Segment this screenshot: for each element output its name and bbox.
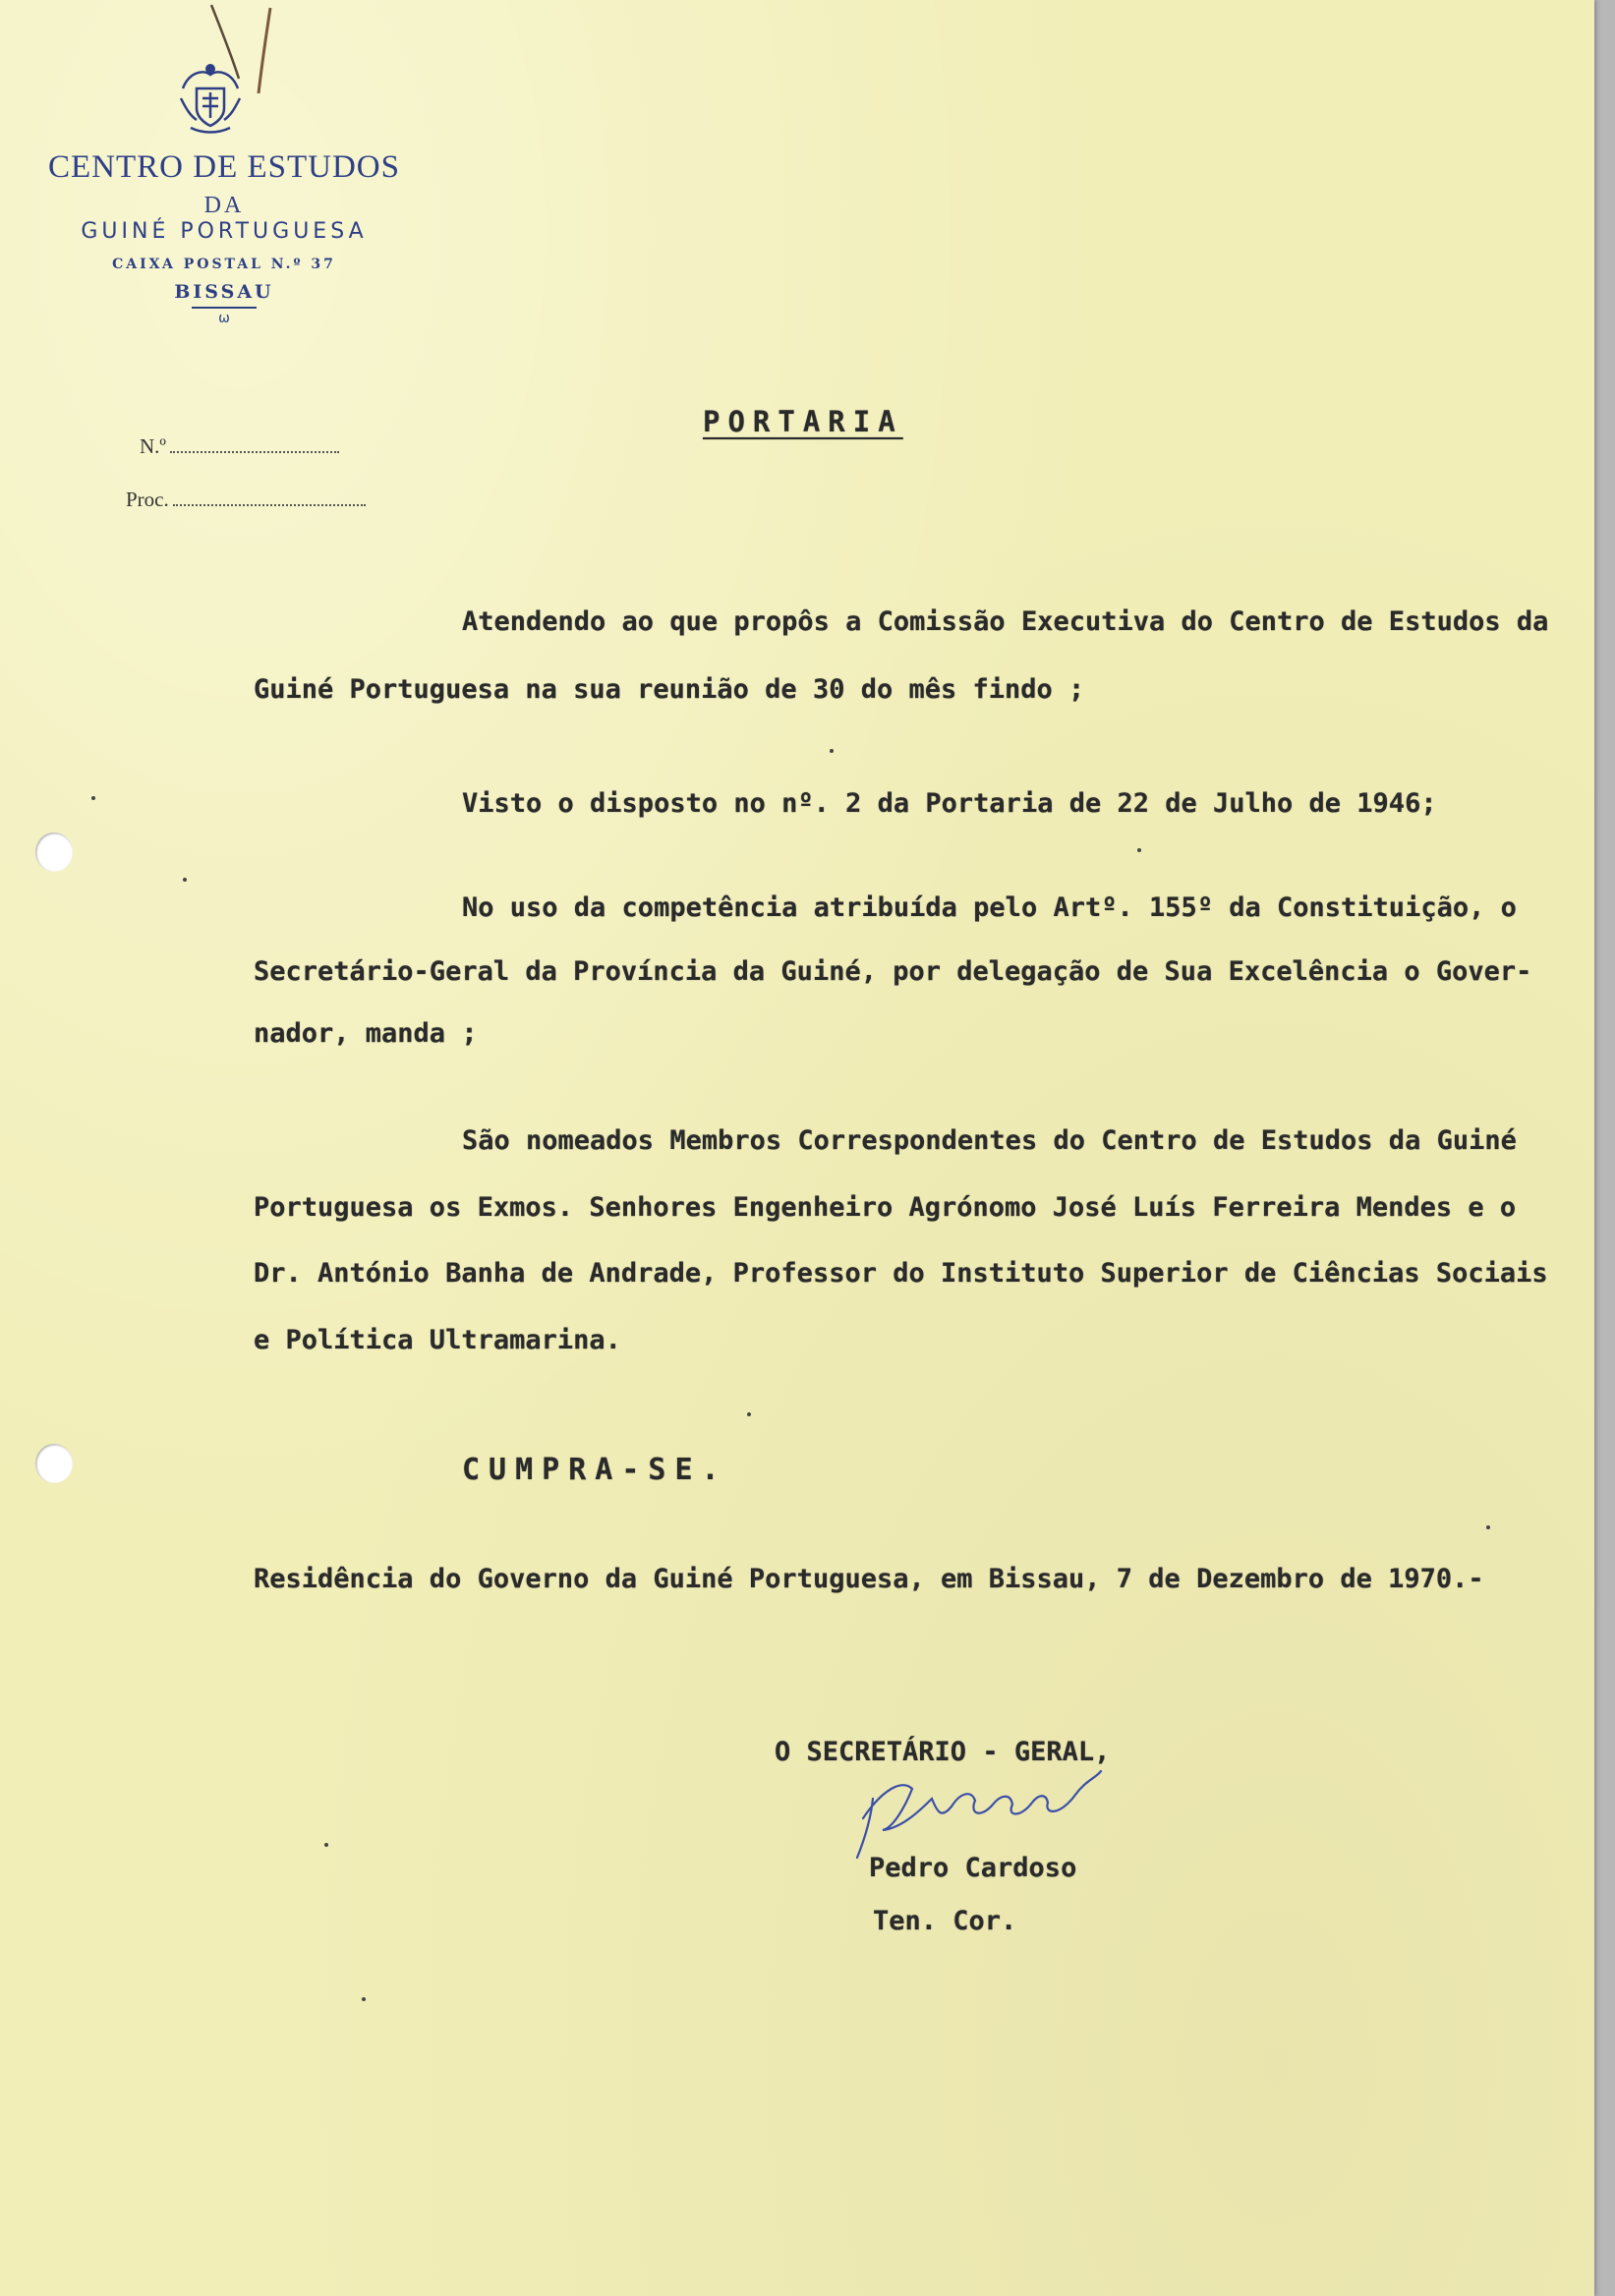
body-line: Visto o disposto no nº. 2 da Portaria de 22 de Julho de 1946; xyxy=(462,788,1437,819)
paper-speck xyxy=(1137,848,1141,852)
proc-blank xyxy=(173,490,366,506)
letterhead-city: BISSAU xyxy=(174,281,274,303)
paper-speck xyxy=(91,796,95,800)
document-title: PORTARIA xyxy=(703,405,903,438)
signatory-name: Pedro Cardoso xyxy=(869,1853,1077,1883)
cumpra-se-line: CUMPRA-SE. xyxy=(462,1453,728,1487)
punch-hole xyxy=(35,832,73,872)
number-field xyxy=(140,434,339,459)
paper-speck xyxy=(1486,1525,1490,1529)
letterhead-po-box: CAIXA POSTAL N.º 37 xyxy=(112,257,336,272)
body-line: Guiné Portuguesa na sua reunião de 30 do mês findo ; xyxy=(254,674,1085,705)
letterhead-mark: ω xyxy=(218,311,230,326)
number-label: N.º xyxy=(140,434,166,458)
paper-speck xyxy=(362,1997,366,2001)
body-line: São nomeados Membros Correspondentes do Centro de Estudos da Guiné xyxy=(462,1125,1517,1156)
coat-of-arms-seal-icon xyxy=(175,59,246,138)
number-blank xyxy=(170,437,339,453)
body-line: Secretário-Geral da Província da Guiné, por delegação de Sua Excelência o Gover- xyxy=(254,956,1532,987)
proc-label: Proc. xyxy=(126,488,169,511)
signatory-rank: Ten. Cor. xyxy=(873,1906,1017,1936)
letterhead-connector: DA xyxy=(203,193,245,218)
letterhead-institution: CENTRO DE ESTUDOS xyxy=(47,149,400,185)
letterhead-rule xyxy=(192,307,257,309)
body-line: Atendendo ao que propôs a Comissão Executiva do Centro de Estudos da xyxy=(462,606,1549,637)
letterhead xyxy=(47,147,401,326)
closing-line: Residência do Governo da Guiné Portuguesa, em Bissau, 7 de Dezembro de 1970.- xyxy=(254,1564,1484,1594)
punch-hole xyxy=(35,1444,73,1483)
body-line: Dr. António Banha de Andrade, Professor do Instituto Superior de Ciências Sociais xyxy=(254,1258,1548,1289)
body-line: Portuguesa os Exmos. Senhores Engenheiro Agrónomo José Luís Ferreira Mendes e o xyxy=(254,1192,1517,1223)
paper-speck xyxy=(747,1412,751,1416)
handwritten-signature xyxy=(843,1759,1109,1867)
body-line: e Política Ultramarina. xyxy=(254,1325,621,1355)
body-line: No uso da competência atribuída pelo Artº. 155º da Constituição, o xyxy=(462,892,1517,923)
paper-speck xyxy=(830,749,834,753)
proc-field xyxy=(126,488,366,512)
letterhead-region: GUINÉ PORTUGUESA xyxy=(81,219,368,244)
body-line: nador, manda ; xyxy=(254,1018,478,1049)
signatory-title: O SECRETÁRIO - GERAL, xyxy=(775,1737,1111,1767)
paper-speck xyxy=(183,878,187,882)
paper-speck xyxy=(324,1843,328,1847)
